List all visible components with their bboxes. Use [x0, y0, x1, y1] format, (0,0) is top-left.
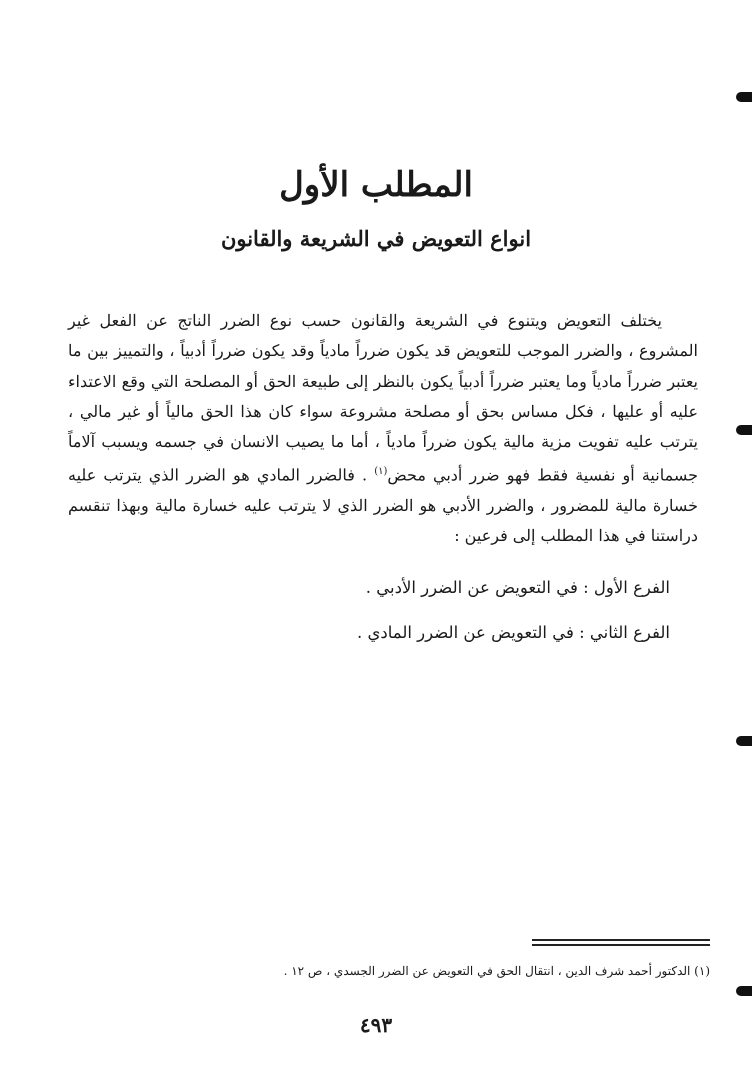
paragraph-text-part2: . فالضرر المادي هو الضرر الذي يترتب عليه خسارة مالية للمضرور ، والضرر الأدبي هو الضرر الذي لا يترتب عليه خسارة مالية وبهذا تنقسم دراستنا في هذا المطلب إلى فرعين : [68, 465, 698, 546]
branch-item-second: الفرع الثاني : في التعويض عن الضرر المادي . [357, 623, 670, 642]
margin-mark [736, 736, 752, 746]
section-subtitle: انواع التعويض في الشريعة والقانون [220, 226, 532, 251]
paragraph-text [68, 306, 698, 552]
footnote-reference: (١) [374, 466, 388, 478]
footnote-divider [532, 939, 710, 946]
footnote: (١) الدكتور أحمد شرف الدين ، انتقال الحق في التعويض عن الضرر الجسدي ، ص ١٢ . [283, 964, 710, 978]
margin-mark [736, 92, 752, 102]
margin-mark [736, 425, 752, 435]
paragraph-text-part1: يختلف التعويض ويتنوع في الشريعة والقانون حسب نوع الضرر الناتج عن الفعل غير المشروع ، والضرر الموجب للتعويض قد يكون ضرراً مادياً وقد يكون ضرراً أدبياً ، والتمييز بين ما يعتبر ضرراً مادياً وما يعتبر ضرراً أدبياً يكون بالنظر إلى طبيعة الحق أو المصلحة التي وقع الاعتداء عليه أو عليها ، فكل مساس بحق أو مصلحة مشروعة سواء كان هذا الحق مالياً أو غير مالي ، يترتب عليه تفويت مزية مالية يكون ضرراً مادياً ، أما ما يصيب الانسان في جسمه ويسبب آلاماً جسمانية أو نفسية فقط فهو ضرر أدبي محض [68, 311, 698, 485]
margin-mark [736, 986, 752, 996]
section-title: المطلب الأول [279, 165, 473, 205]
body-paragraph [68, 306, 698, 552]
page-number: ٤٩٣ [359, 1013, 393, 1037]
branch-item-first: الفرع الأول : في التعويض عن الضرر الأدبي . [365, 578, 670, 597]
